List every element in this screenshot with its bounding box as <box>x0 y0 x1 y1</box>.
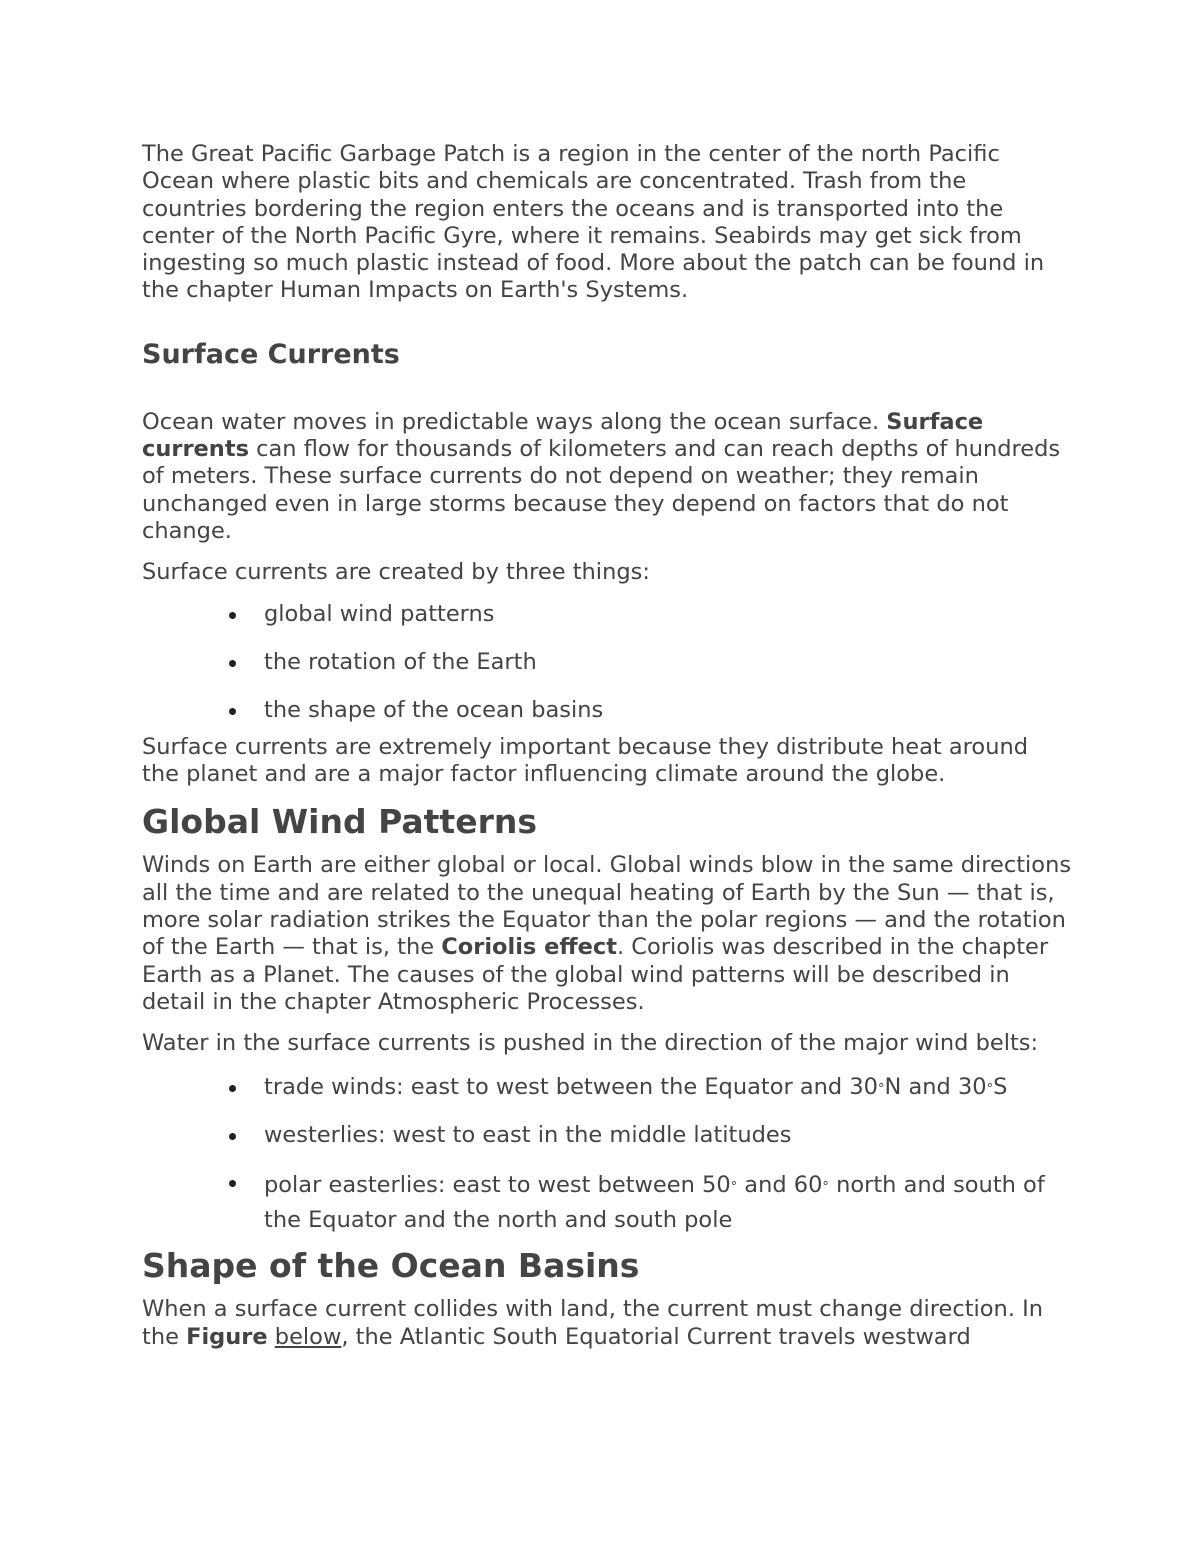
text-span: trade winds: east to west between the Equator and 30 <box>264 1073 878 1100</box>
text-span: Winds on Earth are either global or local. Global winds blow in the same directions all the time and are related to the unequal heating of Earth by the Sun — that is, more solar radiation strikes the Equator than the polar regions — and the rotation of the Earth — that is, the <box>142 852 1072 961</box>
text-span: N and 30 <box>884 1073 987 1100</box>
text-span: north and south of the Equator and the north and south pole <box>264 1172 1045 1234</box>
intro-paragraph: The Great Pacific Garbage Patch is a region in the center of the north Pacific Ocean where plastic bits and chemicals are concentrated. Trash from the countries bordering the region enters the oceans and is transported into the center of the North Pacific Gyre, where it remains. Seabirds may get sick from ingesting so much plastic instead of food. More about the patch can be found in the chapter Human Impacts on Earth's Systems. <box>142 141 1045 304</box>
wind-belts-list <box>142 1074 1072 1237</box>
text-span: S <box>993 1073 1008 1100</box>
surface-currents-causes-list <box>142 601 1072 724</box>
term-surface-currents: Surface currents <box>142 408 984 463</box>
list-item-trade-winds <box>264 1074 1072 1103</box>
list-item-westerlies: westerlies: west to east in the middle latitudes <box>264 1122 1072 1149</box>
surface-currents-importance-paragraph: Surface currents are extremely important because they distribute heat around the planet and are a major factor influencing climate around the globe. <box>142 733 1028 788</box>
surface-currents-heading: Surface Currents <box>142 338 400 370</box>
text-span: , the Atlantic South Equatorial Current travels westward <box>341 1323 971 1350</box>
term-figure: Figure <box>186 1323 268 1350</box>
document-body <box>142 141 1072 1351</box>
degree-symbol: ° <box>986 1081 994 1097</box>
surface-currents-causes-intro: Surface currents are created by three things: <box>142 559 650 586</box>
text-span: When a surface current collides with land, the current must change direction. In the <box>142 1296 1044 1350</box>
degree-symbol: ° <box>877 1081 885 1097</box>
list-item-polar-easterlies <box>264 1169 1072 1236</box>
global-wind-paragraph <box>142 852 1072 1016</box>
list-item: the shape of the ocean basins <box>264 697 1072 724</box>
wind-belts-intro: Water in the surface currents is pushed in the direction of the major wind belts: <box>142 1030 1039 1057</box>
text-span: can flow for thousands of kilometers and can reach depths of hundreds of meters. These surface currents do not depend on weather; they remain unchanged even in large storms because they depend on factors that do not change. <box>142 436 1061 544</box>
ocean-basins-paragraph <box>142 1296 1072 1351</box>
text-span: . Coriolis was described in the chapter Earth as a Planet. The causes of the global wind patterns will be described in detail in the chapter Atmospheric Processes. <box>142 934 1049 1015</box>
text-span: polar easterlies: east to west between 50 <box>264 1172 731 1199</box>
text-span: and 60 <box>737 1172 823 1199</box>
degree-symbol: ° <box>730 1180 738 1196</box>
term-coriolis-effect: Coriolis effect <box>441 934 617 961</box>
degree-symbol: ° <box>822 1180 829 1196</box>
text-span: Ocean water moves in predictable ways along the ocean surface. <box>142 408 887 435</box>
global-wind-patterns-heading: Global Wind Patterns <box>142 802 537 842</box>
list-item: the rotation of the Earth <box>264 649 1072 676</box>
list-item: global wind patterns <box>264 601 1072 628</box>
surface-currents-paragraph <box>142 409 1072 545</box>
ocean-basins-heading: Shape of the Ocean Basins <box>142 1246 640 1286</box>
text-span <box>268 1324 275 1350</box>
below-link[interactable]: below <box>274 1323 342 1350</box>
